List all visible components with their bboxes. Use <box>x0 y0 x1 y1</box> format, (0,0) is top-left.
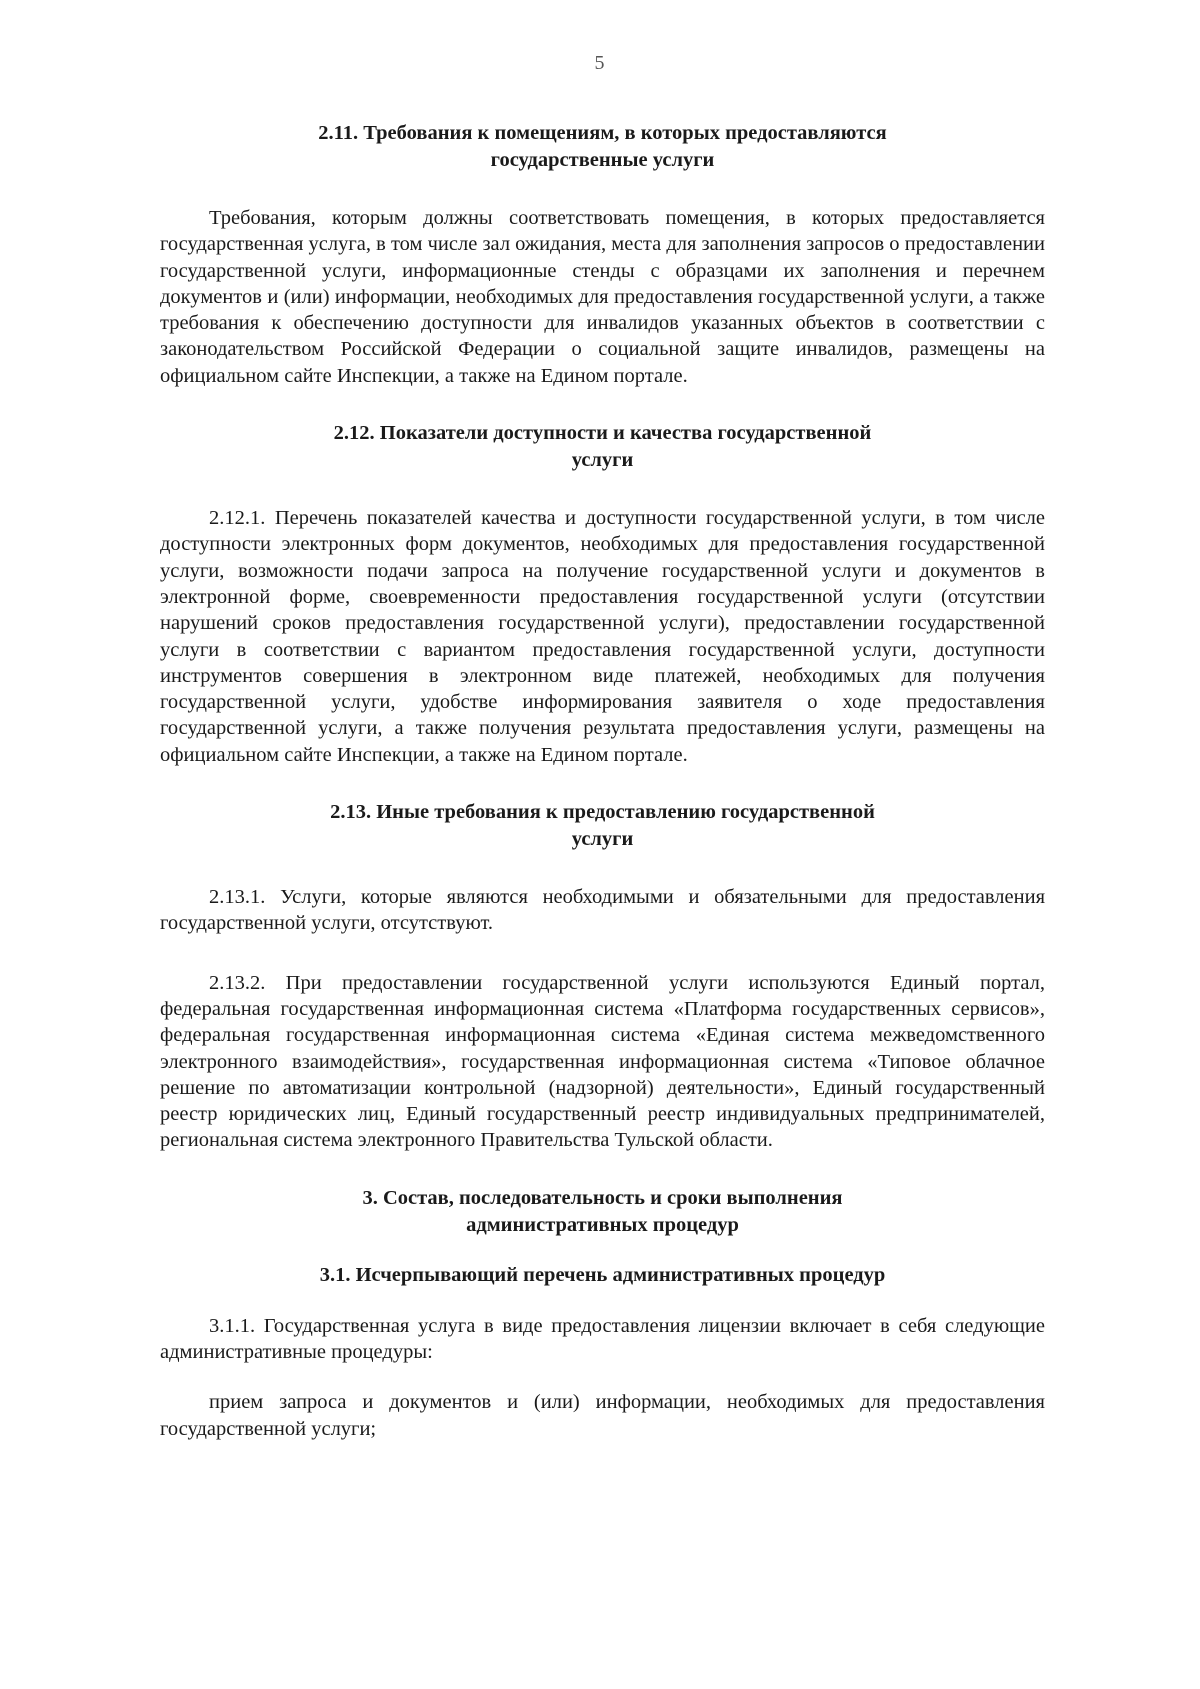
section-heading-3 <box>160 1185 1045 1239</box>
heading-line: 2.12. Показатели доступности и качества государственной <box>333 422 872 445</box>
section-heading-2-13 <box>160 799 1045 853</box>
paragraph-2-13-1: 2.13.1. Услуги, которые являются необходимыми и обязательными для предоставления государственной услуги, отсутствуют. <box>160 886 1045 935</box>
heading-line: 3.1. Исчерпывающий перечень административных процедур <box>319 1263 886 1286</box>
page-number: 5 <box>594 52 606 74</box>
paragraph-3-1-1-item: прием запроса и документов и (или) информации, необходимых для предоставления государственной услуги; <box>160 1391 1045 1440</box>
heading-line: 2.13. Иные требования к предоставлению государственной <box>330 801 875 824</box>
document-body <box>160 120 1045 1442</box>
paragraph-2-11: Требования, которым должны соответствовать помещения, в которых предоставляется государственная услуга, в том числе зал ожидания, места для заполнения запросов о предоставлении государственной услуги, информационные стенды с образцами их заполнения и перечнем документов и (или) информации, необходимых для предоставления государственной услуги, а также требования к обеспечению доступности для инвалидов указанных объектов в соответствии с законодательством Российской Федерации о социальной защите инвалидов, размещены на официальном сайте Инспекции, а также на Едином портале. <box>160 207 1045 387</box>
heading-line: 3. Состав, последовательность и сроки выполнения <box>362 1186 843 1209</box>
section-heading-2-11 <box>160 120 1045 174</box>
paragraph-2-12-1: 2.12.1. Перечень показателей качества и доступности государственной услуги, в том числе доступности электронных форм документов, необходимых для предоставления государственной услуги, возможности подачи запроса на получение государственной услуги и документов в электронной форме, своевременности предоставления государственной услуги (отсутствии нарушений сроков предоставления государственной услуги), предоставлении государственной услуги в соответствии с вариантом предоставления государственной услуги, доступности инструментов совершения в электронном виде платежей, необходимых для получения государственной услуги, удобстве информирования заявителя о ходе предоставления государственной услуги, а также получения результата предоставления услуги, размещены на официальном сайте Инспекции, а также на Едином портале. <box>160 507 1045 766</box>
heading-line: административных процедур <box>466 1213 739 1236</box>
section-heading-2-12 <box>160 420 1045 474</box>
section-heading-3-1 <box>160 1262 1045 1289</box>
paragraph-3-1-1: 3.1.1. Государственная услуга в виде предоставления лицензии включает в себя следующие административные процедуры: <box>160 1314 1045 1364</box>
heading-line: услуги <box>571 449 634 472</box>
heading-line: 2.11. Требования к помещениям, в которых предоставляются <box>318 122 887 144</box>
heading-line: услуги <box>571 828 634 851</box>
heading-line: государственные услуги <box>490 149 715 171</box>
paragraph-2-13-2: 2.13.2. При предоставлении государственной услуги используются Единый портал, федеральная государственная информационная система «Платформа государственных сервисов», федеральная государственная информационная система «Единая система межведомственного электронного взаимодействия», государственная информационная система «Типовое облачное решение по автоматизации контрольной (надзорной) деятельности», Единый государственный реестр юридических лиц, Единый государственный реестр индивидуальных предпринимателей, региональная система электронного Правительства Тульской области. <box>160 971 1045 1152</box>
